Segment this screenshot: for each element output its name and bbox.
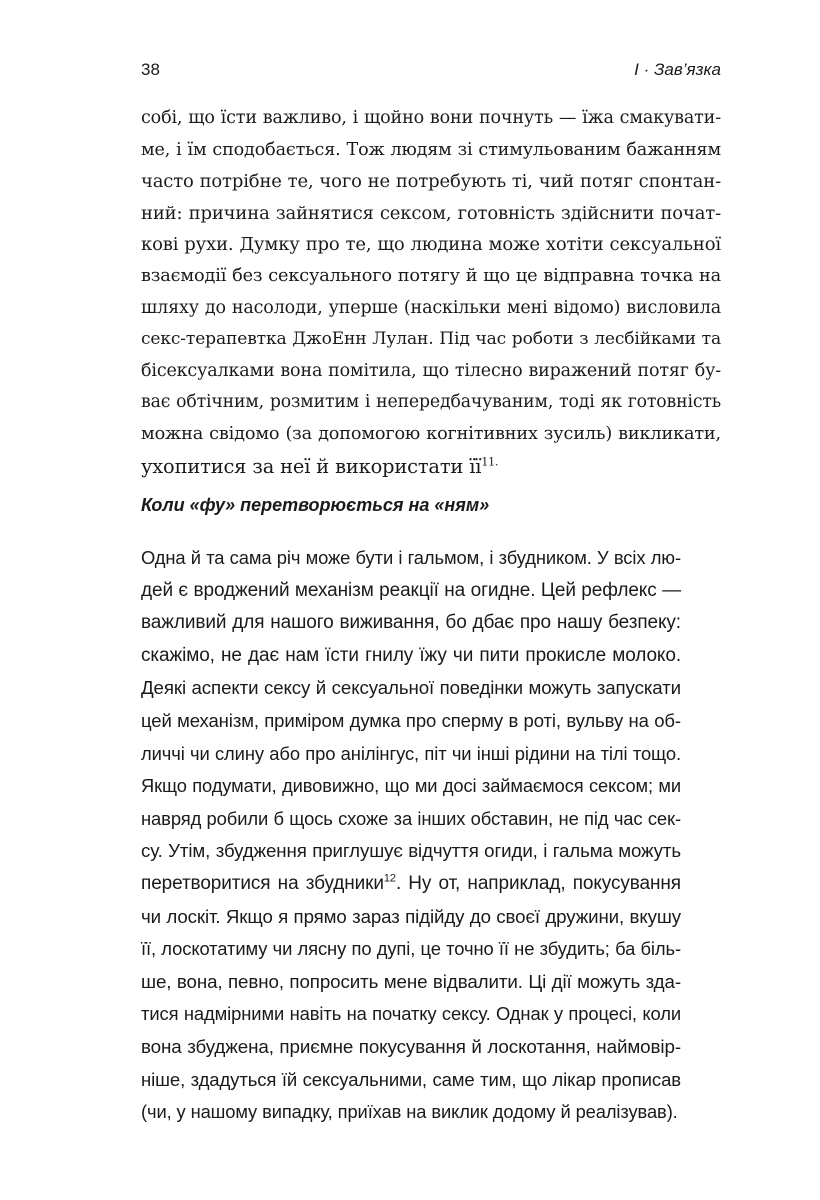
running-head: I · Зав’язка (634, 60, 721, 79)
text-fragment: перетворитися на збудники (141, 872, 384, 894)
text-line: Деякі аспекти сексу й сексуальної поведінки можуть запускати (141, 677, 681, 699)
text-fragment: . Ну от, наприклад, покусування (395, 872, 681, 894)
text-line: ний: причина зайнятися сексом, готовність здійснити почат- (141, 202, 721, 224)
paragraph-1 (141, 103, 721, 482)
text-fragment: ухопитися за неї й використати її (141, 454, 482, 478)
text-line: Якщо подумати, дивовижно, що ми досі займаємося сексом; ми (141, 775, 681, 797)
text-line: собі, що їсти важливо, і щойно вони почнуть — їжа смакувати- (141, 108, 721, 128)
footnote-ref-12[interactable]: 12 (383, 872, 396, 885)
text-line: вона збуджена, приємне покусування й лоскотання, наймовір- (141, 1035, 681, 1057)
page-number: 38 (141, 60, 160, 79)
text-line: бісексуалками вона помітила, що тілесно виражений потяг бу- (141, 360, 721, 381)
text-line: Одна й та сама річ може бути і гальмом, і збудником. У всіх лю- (141, 547, 681, 568)
text-line-last (141, 451, 721, 483)
text-line: су. Утім, збудження приглушує відчуття огиди, і гальма можуть (141, 840, 681, 862)
text-line: скажімо, не дає нам їсти гнилу їжу чи пити прокисле молоко. (141, 644, 681, 666)
text-line: кові рухи. Думку про те, що людина може хотіти сексуальної (141, 234, 721, 256)
text-line: цей механізм, приміром думка про сперму в роті, вульву на об- (141, 709, 681, 731)
text-line: ме, і їм сподобається. Тож людям зі стимульованим бажанням (141, 139, 721, 160)
text-line: ніше, здадуться їй сексуальними, саме тим, що лікар прописав (141, 1068, 681, 1090)
page-header (141, 60, 721, 86)
text-line: навряд робили б щось схоже за інших обставин, не під час сек- (141, 807, 681, 829)
text-line-with-footnote (141, 868, 681, 901)
paragraph-2 (141, 542, 681, 1129)
text-line: личчі чи слину або про анілінгус, піт чи інші рідини на тілі тощо. (141, 742, 681, 764)
text-line: її, лоскотатиму чи лясну по дупі, це точно її не збудить; ба біль- (141, 938, 681, 960)
text-line: взаємодії без сексуального потягу й що це відправна точка на (141, 265, 721, 286)
text-line: часто потрібне те, чого не потребують ті, чий потяг спонтан- (141, 171, 721, 193)
text-line: тися надмірними навіть на початку сексу. Однак у процесі, коли (141, 1003, 681, 1025)
text-line: секс-терапевтка ДжоЕнн Лулан. Під час роботи з лесбійками та (141, 329, 721, 350)
text-line: дей є вроджений механізм реакції на огидне. Цей рефлекс — (141, 579, 681, 601)
text-line: ше, вона, певно, попросить мене відвалити. Ці дії можуть зда- (141, 970, 681, 992)
text-line: чи лоскіт. Якщо я прямо зараз підійду до своєї дружини, вкушу (141, 905, 681, 927)
text-line: можна свідомо (за допомогою когнітивних зусиль) викликати, (141, 423, 721, 444)
footnote-ref-11[interactable]: 11. (481, 455, 499, 469)
text-line: шляху до насолоди, уперше (наскільки мені відомо) висловила (141, 297, 721, 318)
text-line-last: (чи, у нашому випадку, приїхав на виклик додому й реалізував). (141, 1101, 678, 1123)
text-line: ває обтічним, розмитим і непередбачуваним, тоді як готовність (141, 392, 721, 413)
text-line: важливий для нашого виживання, бо дбає про нашу безпеку: (141, 612, 681, 634)
section-heading: Коли «фу» перетворюється на «ням» (141, 495, 490, 515)
